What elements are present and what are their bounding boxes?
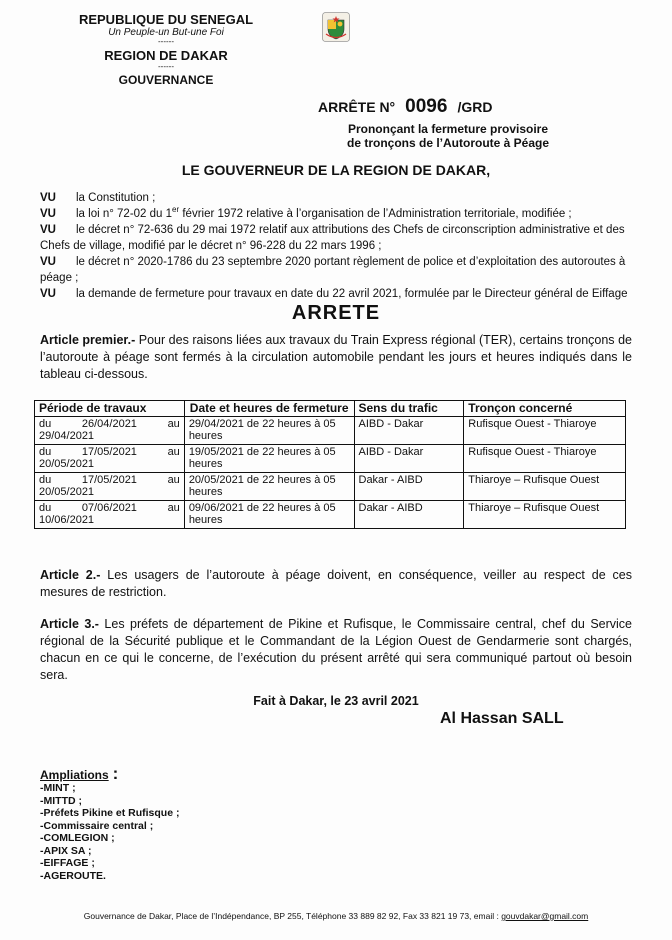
ampliations-title: Ampliations [40,768,109,782]
section-cell: Thiaroye – Rufisque Ouest [464,500,626,528]
period-end: 10/06/2021 [39,514,95,526]
closure-schedule-table [34,400,626,529]
list-item: -Commissaire central ; [40,819,154,832]
ordinal-superscript: er [172,205,180,215]
period-du: du [39,501,52,514]
consideration-text: la demande de fermeture pour travaux en date du 22 avril 2021, formulée par le Directeur général de Eiffage [76,288,628,300]
vu-label: VU [40,192,56,204]
table-header-row [35,401,626,417]
consideration-item [40,222,672,238]
vu-label: VU [40,288,56,300]
period-du: du [39,445,52,458]
closure-cell: 20/05/2021 de 22 heures à 05 heures [184,472,354,500]
ampliations-colon: : [112,764,119,783]
decree-subject-line: Prononçant la fermeture provisoire [347,122,549,136]
period-start: 26/04/2021 [81,417,137,430]
consideration-text: la Constitution ; [76,192,156,204]
article-text: Les usagers de l’autoroute à péage doivent, en conséquence, veiller au respect de ces mesures de restriction. [40,568,632,599]
period-cell [35,472,185,500]
column-header: Période de travaux [35,401,185,417]
decree-subject [318,122,578,150]
direction-cell: AIBD - Dakar [354,416,464,444]
ampliations-list [40,782,179,882]
page-footer [0,911,672,921]
direction-cell: Dakar - AIBD [354,472,464,500]
vu-label: VU [40,224,56,236]
period-au: au [167,473,180,486]
region-name: REGION DE DAKAR [104,48,228,63]
table-row [35,444,626,472]
article-3 [40,616,632,684]
considerations-list [40,190,672,302]
table-row [35,500,626,528]
senegal-coat-of-arms-icon [322,12,350,42]
place-and-date: Fait à Dakar, le 23 avril 2021 [253,694,419,708]
period-au: au [167,501,180,514]
governor-title: LE GOUVERNEUR DE LA REGION DE DAKAR, [181,162,491,178]
footer-address: Gouvernance de Dakar, Place de l’Indépendance, BP 255, Téléphone 33 889 82 92, Fax 33 821 19 73, email : [83,911,502,921]
consideration-item [40,206,672,222]
signatory-name: Al Hassan SALL [440,710,564,727]
list-item: -MINT ; [40,782,76,794]
article-label: Article 2.- [40,568,101,582]
article-2 [40,567,632,601]
decree-number: 0096 [405,96,448,117]
period-au: au [167,445,180,458]
consideration-text [76,206,572,222]
period-start: 17/05/2021 [81,445,137,458]
article-text: Pour des raisons liées aux travaux du Train Express régional (TER), certains tronçons de l’autoroute à péage sont fermés à la circulation automobile pendant les jours et heures indiqués dans le tableau ci-dessous. [40,333,632,381]
list-item: -Préfets Pikine et Rufisque ; [40,807,180,819]
period-cell [35,444,185,472]
table-row [35,416,626,444]
table-row [35,472,626,500]
period-start: 07/06/2021 [81,501,137,514]
consideration-continuation: Chefs de village, modifié par le décret n° 96-228 du 22 mars 1996 ; [40,240,382,252]
period-end: 20/05/2021 [39,486,95,498]
national-motto: Un Peuple-un But-une Foi [108,27,224,38]
decree-number-line [318,96,492,118]
consideration-text: le décret n° 72-636 du 29 mai 1972 relatif aux attributions des Chefs de circonscription administrative et des [76,224,625,236]
column-header: Date et heures de fermeture [184,401,354,417]
period-cell [35,416,185,444]
direction-cell: Dakar - AIBD [354,500,464,528]
article-label: Article premier.- [40,333,136,347]
consideration-continuation: péage ; [40,272,79,284]
list-item: -MITTD ; [40,794,82,807]
period-start: 17/05/2021 [81,473,137,486]
article-1 [40,332,632,383]
closure-cell: 19/05/2021 de 22 heures à 05 heures [184,444,354,472]
section-cell: Thiaroye – Rufisque Ouest [464,472,626,500]
column-header: Tronçon concerné [464,401,626,417]
decree-subject-line: de tronçons de l’Autoroute à Péage [346,136,550,150]
article-label: Article 3.- [40,617,99,631]
closure-cell: 09/06/2021 de 22 heures à 05 heures [184,500,354,528]
consideration-item [40,254,672,270]
consideration-text-part: février 1972 relative à l’organisation de l’Administration territoriale, modifiée ; [179,208,572,220]
period-end: 20/05/2021 [39,458,95,470]
office-name: GOUVERNANCE [118,73,214,87]
decree-prefix: ARRÊTE N° [318,99,396,115]
list-item: -COMLEGION ; [40,832,115,844]
list-item: -APIX SA ; [40,844,92,857]
ampliations-heading [40,764,118,784]
period-cell [35,500,185,528]
letterhead [56,12,276,87]
decree-heading: ARRETE [291,302,381,324]
vu-label: VU [40,208,56,220]
consideration-item [40,286,672,302]
period-end: 29/04/2021 [39,430,95,442]
period-au: au [167,417,180,430]
decree-suffix: /GRD [457,99,493,115]
consideration-text-part: la loi n° 72-02 du 1 [76,208,173,220]
period-du: du [39,417,52,430]
section-cell: Rufisque Ouest - Thiaroye [464,444,626,472]
separator: ------ [158,37,174,46]
footer-email-link[interactable]: gouvdakar@gmail.com [501,911,589,921]
separator: ------ [158,62,174,71]
vu-label: VU [40,256,56,268]
closure-cell: 29/04/2021 de 22 heures à 05 heures [184,416,354,444]
list-item: -AGEROUTE. [40,869,106,882]
consideration-item [40,190,672,206]
direction-cell: AIBD - Dakar [354,444,464,472]
article-text: Les préfets de département de Pikine et Rufisque, le Commissaire central, chef du Service régional de la Sécurité publique et le Commandant de la Légion Ouest de Gendarmerie sont chargés, chacun en ce qui le concerne, de l’exécution du présent arrêté qui sera communiqué partout où besoin sera. [40,617,632,682]
period-du: du [39,473,52,486]
list-item: -EIFFAGE ; [40,857,95,869]
column-header: Sens du trafic [354,401,464,417]
section-cell: Rufisque Ouest - Thiaroye [464,416,626,444]
consideration-text: le décret n° 2020-1786 du 23 septembre 2020 portant règlement de police et d’exploitation des autoroutes à [76,256,626,268]
country-name: REPUBLIQUE DU SENEGAL [78,12,254,27]
